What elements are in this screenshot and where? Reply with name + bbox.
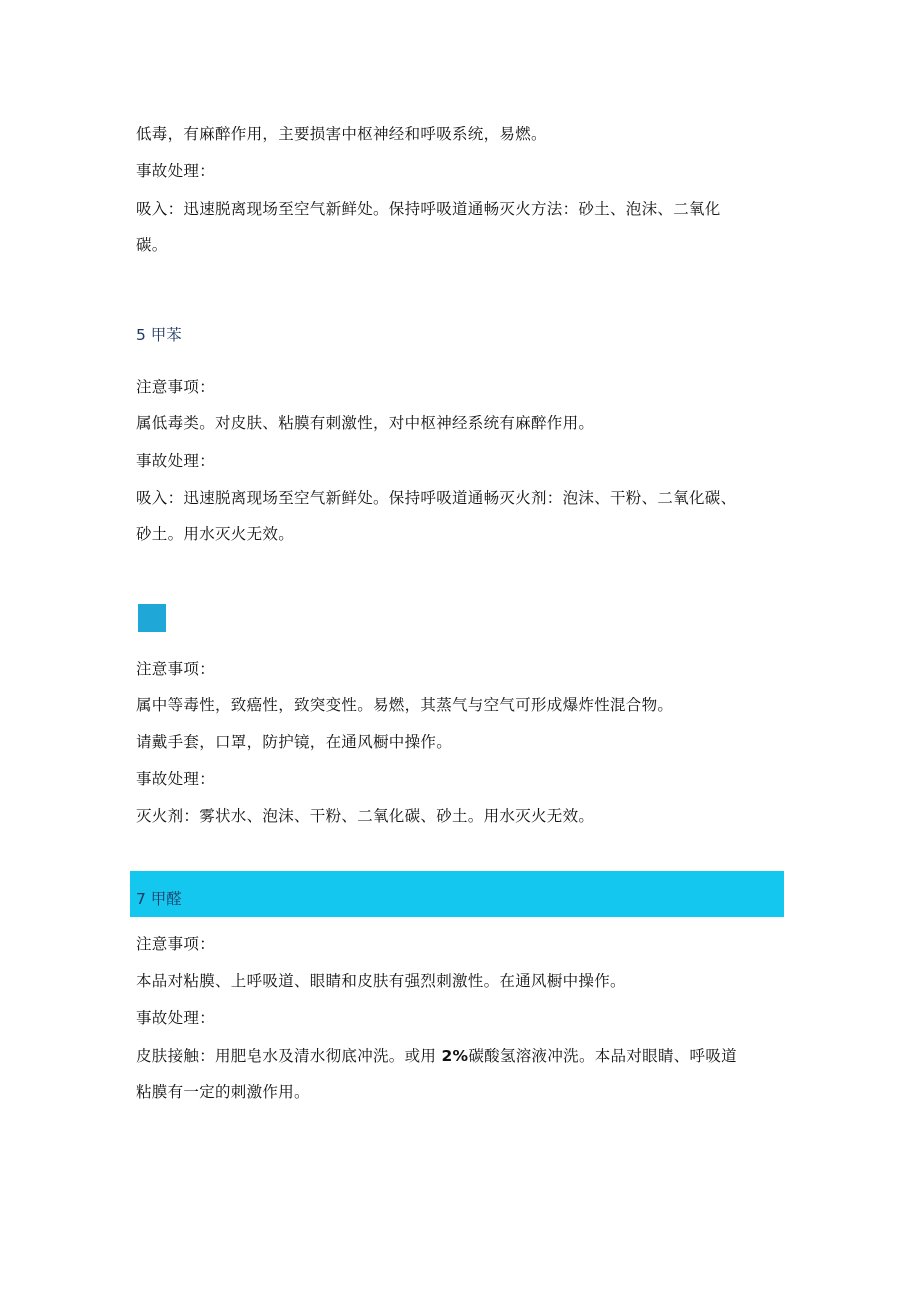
formaldehyde-percentage: 2%	[441, 1047, 469, 1065]
toluene-notice-text: 属低毒类。对皮肤、粘膜有刺激性，对中枢神经系统有麻醉作用。	[136, 414, 595, 432]
formaldehyde-notice-label: 注意事项：	[136, 935, 216, 953]
formaldehyde-handling-part-a: 皮肤接触：用肥皂水及清水彻底冲洗。或用	[136, 1047, 442, 1065]
formaldehyde-accident-label: 事故处理：	[136, 1009, 216, 1027]
prev-section-description: 低毒，有麻醉作用，主要损害中枢神经和呼吸系统，易燃。	[136, 125, 547, 143]
section-6-notice-line-2: 请戴手套，口罩，防护镜，在通风橱中操作。	[136, 733, 453, 751]
formaldehyde-handling-line-1	[136, 1045, 737, 1067]
formaldehyde-heading: 7 甲醛	[136, 890, 182, 908]
formaldehyde-handling-line-2: 粘膜有一定的刺激作用。	[136, 1083, 310, 1101]
section-6-handling-line-1: 灭火剂：雾状水、泡沫、干粉、二氧化碳、砂土。用水灭火无效。	[136, 807, 595, 825]
formaldehyde-notice-text: 本品对粘膜、上呼吸道、眼睛和皮肤有强烈刺激性。在通风橱中操作。	[136, 972, 626, 990]
toluene-accident-label: 事故处理：	[136, 452, 216, 470]
prev-section-handling-line-1: 吸入：迅速脱离现场至空气新鲜处。保持呼吸道通畅灭火方法：砂土、泡沫、二氧化	[136, 200, 721, 218]
section-6-accident-label: 事故处理：	[136, 770, 216, 788]
section-6-notice-label: 注意事项：	[136, 660, 216, 678]
formaldehyde-handling-part-c: 碳酸氢溶液冲洗。本品对眼睛、呼吸道	[468, 1047, 737, 1065]
section-6-notice-line-1: 属中等毒性，致癌性，致突变性。易燃，其蒸气与空气可形成爆炸性混合物。	[136, 696, 674, 714]
toluene-handling-line-2: 砂土。用水灭火无效。	[136, 525, 295, 543]
prev-section-handling-line-2: 碳。	[136, 236, 168, 254]
section-6-heading-block	[138, 604, 166, 632]
prev-section-accident-label: 事故处理：	[136, 162, 216, 180]
toluene-handling-line-1: 吸入：迅速脱离现场至空气新鲜处。保持呼吸道通畅灭火剂：泡沫、干粉、二氧化碳、	[136, 489, 737, 507]
toluene-notice-label: 注意事项：	[136, 378, 216, 396]
formaldehyde-heading-bar	[130, 871, 784, 917]
toluene-heading: 5 甲苯	[136, 326, 182, 344]
